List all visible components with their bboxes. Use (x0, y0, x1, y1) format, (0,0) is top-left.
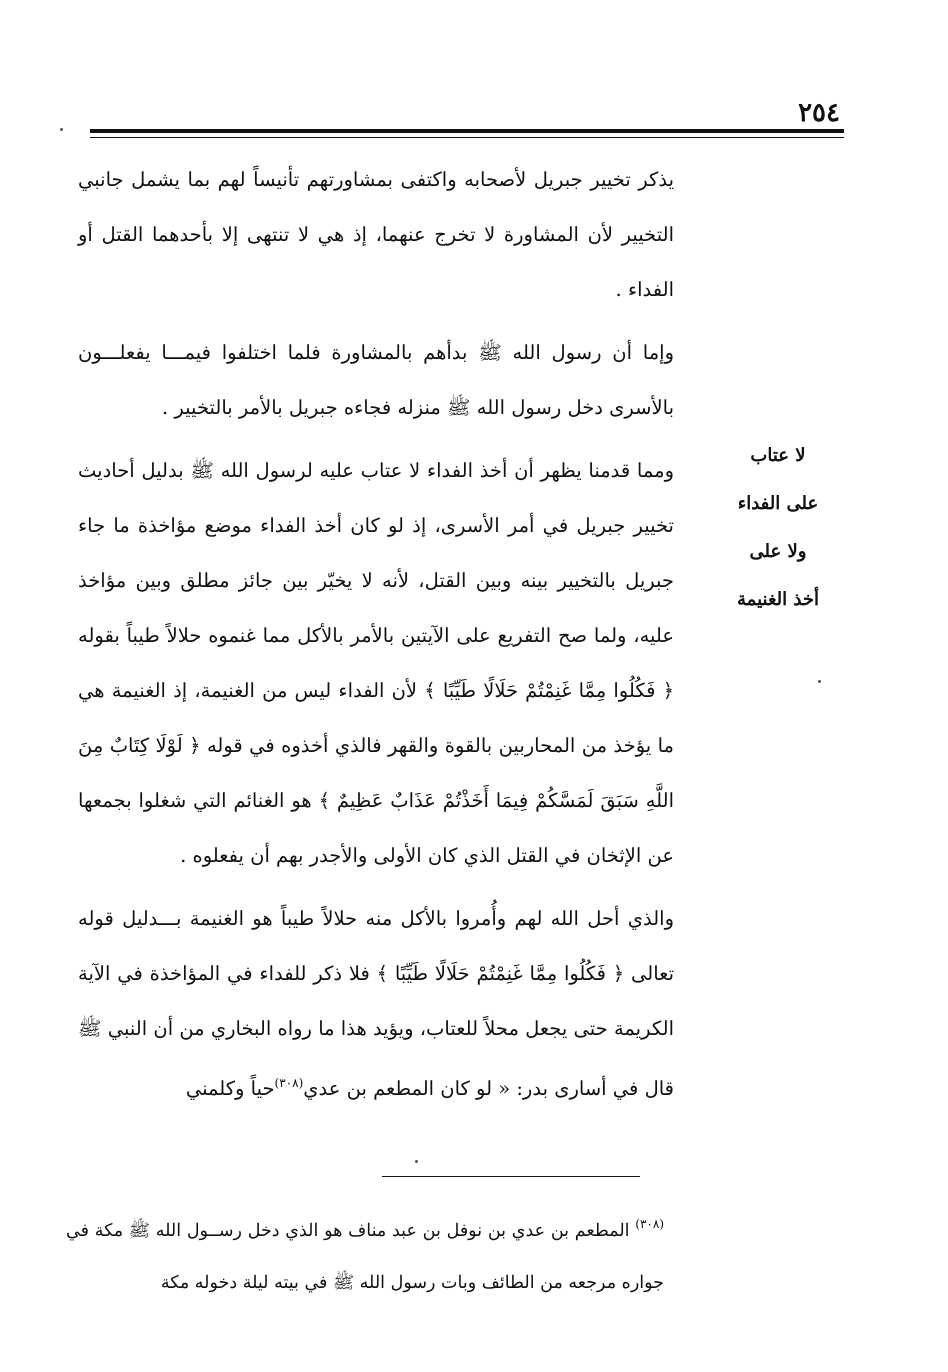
paragraph-2-text: وإما أن رسول الله ﷺ بدأهم بالمشاورة فلما اختلفوا فيمـــا يفعلـــون بالأسرى دخل رسول الله ﷺ منزله فجاءه جبريل بالأمر بالتخيير . (78, 341, 674, 419)
paragraph-1-text: يذكر تخيير جبريل لأصحابه واكتفى بمشاورتهم تأنيساً لهم بما يشمل جانبي التخيير لأن المشاورة لا تخرج عنهما، إذ هي لا تنتهى إلا بأحدهما القتل أو الفداء . (78, 168, 674, 301)
paragraph-4-text-2: فلا ذكر للفداء في المؤاخذة في الآية الكريمة حتى يجعل محلاً للعتاب، ويؤيد هذا ما رواه البخاري من أن النبي ﷺ قال في أسارى بدر: « لو كان المطعم بن عدي (78, 962, 674, 1100)
paragraph-3-text-2: لأن الفداء ليس من الغنيمة، إذ الغنيمة هي ما يؤخذ من المحاربين بالقوة والقهر فالذي أخذوه في قوله (78, 679, 675, 757)
page-number: ٢٥٤ (798, 98, 840, 128)
footnote-reference[interactable]: (٣٠٨) (274, 1076, 304, 1090)
paragraph-3-text-1: ومما قدمنا يظهر أن أخذ الفداء لا عتاب عليه لرسول الله ﷺ بدليل أحاديث تخيير جبريل في أمر الأسرى، إذ لو كان أخذ الفداء موضع مؤاخذة ما جاء جبريل بالتخيير بينه وبين القتل، لأنه لا يخيّر بين جائز مطلق وبين مؤاخذ عليه، ولما صح التفريع على الآيتين بالأمر بالأكل مما غنموه حلالاً طيباً بقوله (78, 459, 674, 647)
paragraph-2 (78, 325, 674, 435)
margin-note-line-1: لا عتاب (750, 445, 806, 466)
margin-note-line-4: أخذ الغنيمة (737, 589, 819, 610)
margin-note-line-3: ولا على (749, 541, 807, 562)
footnote-number: (٣٠٨) (635, 1217, 664, 1231)
paragraph-4 (78, 891, 674, 1116)
main-text (78, 152, 674, 1116)
scan-speck (818, 680, 821, 683)
paragraph-4-text-1: والذي أحل الله لهم وأُمروا بالأكل منه حلالاً طيباً هو الغنيمة بـــدليل قوله تعالى (78, 907, 675, 985)
margin-note (708, 432, 848, 624)
footnotes (66, 1198, 664, 1309)
scan-speck (60, 128, 63, 131)
quran-verse-3: ﴿ فَكُلُوا مِمَّا غَنِمْتُمْ حَلَالًا طَيِّبًا ﴾ (376, 962, 625, 985)
paragraph-1 (78, 152, 674, 317)
paragraph-4-text-3: حياً وكلمني (185, 1077, 275, 1100)
paragraph-3 (78, 443, 674, 883)
footnote-separator (382, 1176, 640, 1177)
paragraph-3-text-3: هو الغنائم التي شغلوا بجمعها عن الإثخان في القتل الذي كان الأولى والأجدر بهم أن يفعلوه . (78, 789, 674, 867)
header-rule-thin (90, 137, 844, 138)
header-rule-thick (90, 129, 844, 133)
quran-verse-2: ﴿ لَوْلَا كِتَابٌ مِنَ اللَّهِ سَبَقَ لَمَسَّكُمْ فِيمَا أَخَذْتُمْ عَذَابٌ عَظِيمٌ ﴾ (78, 734, 674, 812)
margin-note-line-2: على الفداء (737, 493, 819, 514)
footnote-308 (66, 1198, 664, 1309)
footnote-text: المطعم بن عدي بن نوفل بن عبد مناف هو الذي دخل رســول الله ﷺ مكة في جواره مرجعه من الطائف وبات رسول الله ﷺ في بيته ليلة دخوله مكة (66, 1221, 664, 1293)
quran-verse-1: ﴿ فَكُلُوا مِمَّا غَنِمْتُمْ حَلَالًا طَيِّبًا ﴾ (424, 679, 675, 702)
scan-speck (415, 1160, 418, 1163)
